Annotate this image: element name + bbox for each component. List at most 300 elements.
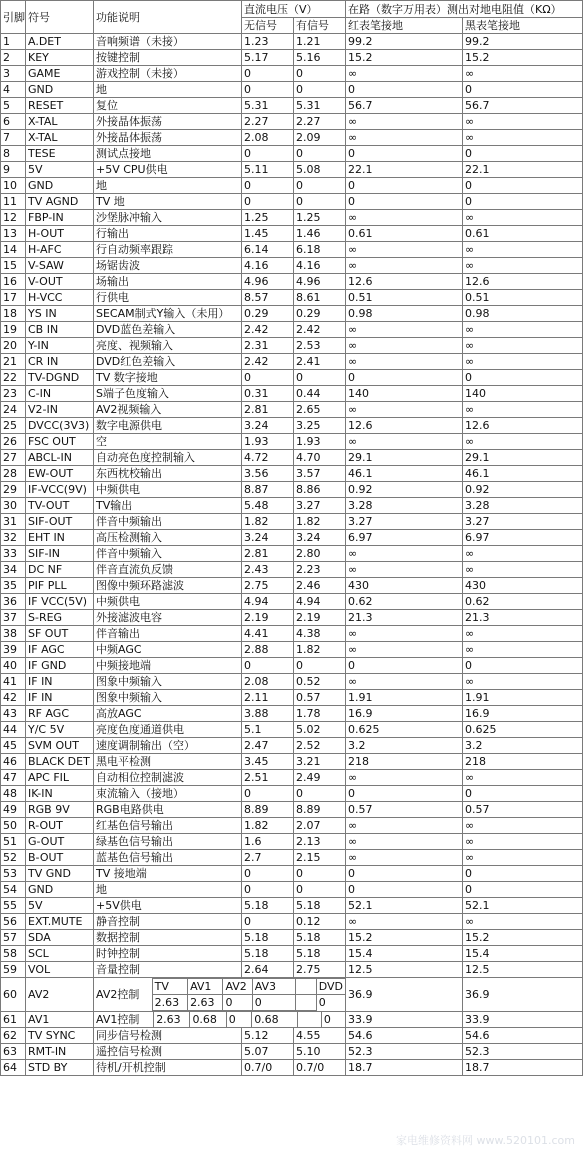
voltage-no-signal-cell: 0 <box>242 882 294 898</box>
voltage-with-signal-cell: 5.18 <box>294 898 346 914</box>
voltage-no-signal-cell: 5.12 <box>242 1028 294 1044</box>
symbol-cell: TV-OUT <box>26 498 94 514</box>
voltage-no-signal-cell: 4.96 <box>242 274 294 290</box>
pin-cell: 58 <box>1 946 26 962</box>
function-cell: 亮度、视频输入 <box>94 338 242 354</box>
resistance-red-cell: 15.4 <box>346 946 463 962</box>
av-mode-table <box>94 978 345 1011</box>
function-cell: 高压检测输入 <box>94 530 242 546</box>
voltage-with-signal-cell: 0 <box>294 882 346 898</box>
symbol-cell: EHT IN <box>26 530 94 546</box>
voltage-with-signal-cell: 1.25 <box>294 210 346 226</box>
resistance-black-cell: 0 <box>463 658 583 674</box>
resistance-red-cell: ∞ <box>346 674 463 690</box>
symbol-cell: EW-OUT <box>26 466 94 482</box>
symbol-cell: SIF-IN <box>26 546 94 562</box>
voltage-with-signal-cell: 4.94 <box>294 594 346 610</box>
pin-cell: 48 <box>1 786 26 802</box>
table-row <box>1 594 583 610</box>
pin-cell: 35 <box>1 578 26 594</box>
voltage-with-signal-cell: 4.96 <box>294 274 346 290</box>
voltage-no-signal-cell: 2.88 <box>242 642 294 658</box>
symbol-cell: RF AGC <box>26 706 94 722</box>
resistance-red-cell: ∞ <box>346 546 463 562</box>
function-cell: 中频AGC <box>94 642 242 658</box>
voltage-with-signal-cell: 2.80 <box>294 546 346 562</box>
symbol-cell: AV1 <box>26 1012 94 1028</box>
resistance-black-cell: 0.98 <box>463 306 583 322</box>
table-row <box>1 274 583 290</box>
av-mode-value: 0 <box>321 1012 345 1027</box>
table-row <box>1 930 583 946</box>
voltage-with-signal-cell: 3.21 <box>294 754 346 770</box>
function-cell: 数据控制 <box>94 930 242 946</box>
resistance-black-cell: 0.92 <box>463 482 583 498</box>
resistance-red-cell: 21.3 <box>346 610 463 626</box>
resistance-red-cell: 18.7 <box>346 1060 463 1076</box>
pin-cell: 62 <box>1 1028 26 1044</box>
table-row <box>1 770 583 786</box>
symbol-cell: APC FIL <box>26 770 94 786</box>
resistance-black-cell: ∞ <box>463 354 583 370</box>
symbol-cell: IK-IN <box>26 786 94 802</box>
table-row <box>1 130 583 146</box>
symbol-cell: V-SAW <box>26 258 94 274</box>
voltage-no-signal-cell: 0 <box>242 146 294 162</box>
function-cell: 时钟控制 <box>94 946 242 962</box>
function-cell: 地 <box>94 178 242 194</box>
pin-cell: 41 <box>1 674 26 690</box>
pin-cell: 32 <box>1 530 26 546</box>
voltage-no-signal-cell: 2.51 <box>242 770 294 786</box>
function-cell: AV2视频输入 <box>94 402 242 418</box>
resistance-black-cell: 140 <box>463 386 583 402</box>
table-row <box>1 514 583 530</box>
symbol-cell: IF IN <box>26 674 94 690</box>
voltage-no-signal-cell: 1.82 <box>242 818 294 834</box>
resistance-black-cell: ∞ <box>463 322 583 338</box>
table-row <box>1 418 583 434</box>
table-row <box>1 194 583 210</box>
av-mode-label: DVD <box>316 979 345 995</box>
function-cell: 行供电 <box>94 290 242 306</box>
pin-cell: 9 <box>1 162 26 178</box>
av-mode-value: 2.63 <box>152 995 187 1011</box>
pin-cell: 4 <box>1 82 26 98</box>
pin-cell: 36 <box>1 594 26 610</box>
symbol-cell: IF GND <box>26 658 94 674</box>
pin-cell: 54 <box>1 882 26 898</box>
table-row <box>1 866 583 882</box>
voltage-no-signal-cell: 5.1 <box>242 722 294 738</box>
table-row <box>1 642 583 658</box>
function-cell: TV输出 <box>94 498 242 514</box>
voltage-with-signal-cell: 8.61 <box>294 290 346 306</box>
resistance-black-cell: 218 <box>463 754 583 770</box>
resistance-red-cell: ∞ <box>346 626 463 642</box>
function-cell: 速度调制输出（空） <box>94 738 242 754</box>
table-row <box>1 962 583 978</box>
resistance-black-cell: 22.1 <box>463 162 583 178</box>
function-cell: S端子色度输入 <box>94 386 242 402</box>
function-cell: 自动相位控制滤波 <box>94 770 242 786</box>
pin-cell: 21 <box>1 354 26 370</box>
resistance-red-cell: ∞ <box>346 322 463 338</box>
resistance-black-cell: 0.62 <box>463 594 583 610</box>
resistance-red-cell: ∞ <box>346 642 463 658</box>
function-cell: 测试点接地 <box>94 146 242 162</box>
resistance-black-cell: ∞ <box>463 674 583 690</box>
symbol-cell: H-OUT <box>26 226 94 242</box>
function-cell: 中频供电 <box>94 594 242 610</box>
pin-cell: 50 <box>1 818 26 834</box>
symbol-cell: H-AFC <box>26 242 94 258</box>
voltage-with-signal-cell: 2.23 <box>294 562 346 578</box>
symbol-cell: C-IN <box>26 386 94 402</box>
voltage-no-signal-cell: 2.81 <box>242 546 294 562</box>
table-row <box>1 482 583 498</box>
voltage-no-signal-cell: 8.89 <box>242 802 294 818</box>
voltage-no-signal-cell: 5.17 <box>242 50 294 66</box>
voltage-with-signal-cell: 2.46 <box>294 578 346 594</box>
av-mode-label: AV1 <box>188 979 223 995</box>
voltage-with-signal-cell: 8.89 <box>294 802 346 818</box>
symbol-cell: X-TAL <box>26 114 94 130</box>
resistance-red-cell: 0 <box>346 82 463 98</box>
table-row <box>1 322 583 338</box>
voltage-with-signal-cell: 0 <box>294 194 346 210</box>
voltage-no-signal-cell: 5.18 <box>242 898 294 914</box>
table-row <box>1 978 583 1012</box>
av-mode-value <box>298 1012 321 1027</box>
resistance-black-cell: ∞ <box>463 402 583 418</box>
table-row <box>1 738 583 754</box>
resistance-red-cell: 0 <box>346 370 463 386</box>
function-cell: 黑电平检测 <box>94 754 242 770</box>
voltage-no-signal-cell: 3.45 <box>242 754 294 770</box>
resistance-red-cell: 3.27 <box>346 514 463 530</box>
table-row <box>1 290 583 306</box>
function-cell: 外接滤波电容 <box>94 610 242 626</box>
symbol-cell: SCL <box>26 946 94 962</box>
table-row <box>1 306 583 322</box>
voltage-no-signal-cell: 2.75 <box>242 578 294 594</box>
resistance-black-cell: 16.9 <box>463 706 583 722</box>
voltage-with-signal-cell: 2.15 <box>294 850 346 866</box>
resistance-red-cell: ∞ <box>346 818 463 834</box>
voltage-no-signal-cell: 4.94 <box>242 594 294 610</box>
resistance-black-cell: ∞ <box>463 562 583 578</box>
function-cell: 伴音输出 <box>94 626 242 642</box>
av-control-cell <box>94 1012 346 1028</box>
voltage-with-signal-cell: 5.10 <box>294 1044 346 1060</box>
resistance-red-cell: ∞ <box>346 850 463 866</box>
voltage-no-signal-cell: 3.56 <box>242 466 294 482</box>
av-mode-value: 0.68 <box>190 1012 226 1027</box>
pin-cell: 23 <box>1 386 26 402</box>
voltage-no-signal-cell: 3.88 <box>242 706 294 722</box>
resistance-black-cell: 54.6 <box>463 1028 583 1044</box>
function-cell: 高放AGC <box>94 706 242 722</box>
pin-cell: 57 <box>1 930 26 946</box>
voltage-no-signal-cell: 2.43 <box>242 562 294 578</box>
resistance-red-cell: 0.98 <box>346 306 463 322</box>
function-cell: 自动亮色度控制输入 <box>94 450 242 466</box>
voltage-with-signal-cell: 4.38 <box>294 626 346 642</box>
function-cell: 伴音中频输出 <box>94 514 242 530</box>
voltage-with-signal-cell: 2.53 <box>294 338 346 354</box>
pin-cell: 20 <box>1 338 26 354</box>
voltage-with-signal-cell: 2.09 <box>294 130 346 146</box>
pin-cell: 26 <box>1 434 26 450</box>
resistance-black-cell: 3.27 <box>463 514 583 530</box>
resistance-red-cell: ∞ <box>346 834 463 850</box>
resistance-red-cell: 36.9 <box>346 978 463 1012</box>
voltage-with-signal-cell: 0 <box>294 82 346 98</box>
pin-cell: 6 <box>1 114 26 130</box>
av-mode-value: 2.63 <box>154 1012 190 1027</box>
symbol-cell: G-OUT <box>26 834 94 850</box>
resistance-red-cell: 0.625 <box>346 722 463 738</box>
resistance-red-cell: 0 <box>346 658 463 674</box>
pin-cell: 17 <box>1 290 26 306</box>
av-mode-label: AV2 <box>223 979 252 995</box>
resistance-black-cell: 12.6 <box>463 418 583 434</box>
resistance-black-cell: 0.61 <box>463 226 583 242</box>
table-row <box>1 530 583 546</box>
voltage-no-signal-cell: 2.08 <box>242 130 294 146</box>
table-row <box>1 162 583 178</box>
function-cell: 行自动频率跟踪 <box>94 242 242 258</box>
table-row <box>1 674 583 690</box>
voltage-with-signal-cell: 5.02 <box>294 722 346 738</box>
voltage-with-signal-cell: 2.41 <box>294 354 346 370</box>
voltage-with-signal-cell: 1.93 <box>294 434 346 450</box>
symbol-cell: DC NF <box>26 562 94 578</box>
resistance-black-cell: ∞ <box>463 66 583 82</box>
resistance-red-cell: ∞ <box>346 66 463 82</box>
function-cell: +5V CPU供电 <box>94 162 242 178</box>
voltage-no-signal-cell: 5.31 <box>242 98 294 114</box>
resistance-black-cell: 0.51 <box>463 290 583 306</box>
table-row <box>1 146 583 162</box>
function-cell: 伴音直流负反馈 <box>94 562 242 578</box>
resistance-black-cell: ∞ <box>463 850 583 866</box>
voltage-with-signal-cell: 2.75 <box>294 962 346 978</box>
voltage-with-signal-cell: 4.16 <box>294 258 346 274</box>
voltage-with-signal-cell: 2.07 <box>294 818 346 834</box>
voltage-no-signal-cell: 3.24 <box>242 418 294 434</box>
function-cell: 绿基色信号输出 <box>94 834 242 850</box>
resistance-black-cell: 0 <box>463 866 583 882</box>
resistance-red-cell: ∞ <box>346 914 463 930</box>
resistance-red-cell: 15.2 <box>346 50 463 66</box>
pin-cell: 37 <box>1 610 26 626</box>
pin-cell: 38 <box>1 626 26 642</box>
resistance-red-cell: ∞ <box>346 338 463 354</box>
function-cell: TV 接地端 <box>94 866 242 882</box>
symbol-cell: H-VCC <box>26 290 94 306</box>
symbol-cell: X-TAL <box>26 130 94 146</box>
voltage-no-signal-cell: 5.48 <box>242 498 294 514</box>
resistance-red-cell: 0 <box>346 786 463 802</box>
function-cell: 待机/开机控制 <box>94 1060 242 1076</box>
pin-cell: 28 <box>1 466 26 482</box>
voltage-with-signal-cell: 4.70 <box>294 450 346 466</box>
resistance-red-cell: 1.91 <box>346 690 463 706</box>
pin-cell: 43 <box>1 706 26 722</box>
av-mode-value-row <box>94 1012 345 1027</box>
resistance-black-cell: ∞ <box>463 914 583 930</box>
table-row <box>1 706 583 722</box>
voltage-no-signal-cell: 0.29 <box>242 306 294 322</box>
pin-cell: 52 <box>1 850 26 866</box>
pin-cell: 53 <box>1 866 26 882</box>
table-row <box>1 1044 583 1060</box>
resistance-black-cell: 0 <box>463 178 583 194</box>
symbol-cell: GND <box>26 882 94 898</box>
resistance-red-cell: 3.2 <box>346 738 463 754</box>
pin-cell: 40 <box>1 658 26 674</box>
symbol-cell: FSC OUT <box>26 434 94 450</box>
header-with-signal: 有信号 <box>294 18 346 34</box>
table-row <box>1 546 583 562</box>
voltage-with-signal-cell: 0 <box>294 146 346 162</box>
function-cell: 图像中频环路滤波 <box>94 578 242 594</box>
table-row <box>1 354 583 370</box>
pin-cell: 56 <box>1 914 26 930</box>
pin-cell: 13 <box>1 226 26 242</box>
resistance-red-cell: ∞ <box>346 210 463 226</box>
symbol-cell: ABCL-IN <box>26 450 94 466</box>
resistance-black-cell: ∞ <box>463 114 583 130</box>
resistance-black-cell: 1.91 <box>463 690 583 706</box>
resistance-black-cell: 99.2 <box>463 34 583 50</box>
function-cell: 静音控制 <box>94 914 242 930</box>
pin-cell: 46 <box>1 754 26 770</box>
symbol-cell: IF VCC(5V) <box>26 594 94 610</box>
function-cell: AV2控制 <box>94 979 152 1011</box>
voltage-with-signal-cell: 0 <box>294 178 346 194</box>
table-row <box>1 578 583 594</box>
resistance-black-cell: ∞ <box>463 818 583 834</box>
av-mode-value: 0 <box>252 995 295 1011</box>
header-resistance: 在路（数字万用表）测出对地电阻值（KΩ） <box>346 1 583 18</box>
resistance-red-cell: 0 <box>346 866 463 882</box>
symbol-cell: FBP-IN <box>26 210 94 226</box>
voltage-no-signal-cell: 3.24 <box>242 530 294 546</box>
resistance-black-cell: 18.7 <box>463 1060 583 1076</box>
pin-cell: 11 <box>1 194 26 210</box>
table-row <box>1 818 583 834</box>
av-mode-value: 0 <box>316 995 345 1011</box>
voltage-with-signal-cell: 2.65 <box>294 402 346 418</box>
symbol-cell: SIF-OUT <box>26 514 94 530</box>
voltage-no-signal-cell: 6.14 <box>242 242 294 258</box>
pin-cell: 59 <box>1 962 26 978</box>
av-mode-value: 0.68 <box>252 1012 298 1027</box>
resistance-red-cell: 33.9 <box>346 1012 463 1028</box>
symbol-cell: SDA <box>26 930 94 946</box>
voltage-no-signal-cell: 2.42 <box>242 354 294 370</box>
voltage-with-signal-cell: 5.18 <box>294 946 346 962</box>
function-cell: 伴音中频输入 <box>94 546 242 562</box>
symbol-cell: VOL <box>26 962 94 978</box>
function-cell: RGB电路供电 <box>94 802 242 818</box>
voltage-with-signal-cell: 3.24 <box>294 530 346 546</box>
voltage-no-signal-cell: 1.82 <box>242 514 294 530</box>
pin-cell: 15 <box>1 258 26 274</box>
table-row <box>1 50 583 66</box>
header-black-ground: 黑表笔接地 <box>463 18 583 34</box>
function-cell: 数字电源供电 <box>94 418 242 434</box>
voltage-with-signal-cell: 0 <box>294 370 346 386</box>
resistance-red-cell: ∞ <box>346 258 463 274</box>
table-row <box>1 370 583 386</box>
symbol-cell: A.DET <box>26 34 94 50</box>
symbol-cell: CB IN <box>26 322 94 338</box>
table-row <box>1 242 583 258</box>
resistance-black-cell: 56.7 <box>463 98 583 114</box>
pin-cell: 42 <box>1 690 26 706</box>
symbol-cell: GND <box>26 178 94 194</box>
table-row <box>1 946 583 962</box>
symbol-cell: GAME <box>26 66 94 82</box>
symbol-cell: GND <box>26 82 94 98</box>
symbol-cell: AV2 <box>26 978 94 1012</box>
resistance-red-cell: 0 <box>346 146 463 162</box>
function-cell: 亮度色度通道供电 <box>94 722 242 738</box>
voltage-with-signal-cell: 5.18 <box>294 930 346 946</box>
voltage-no-signal-cell: 0.31 <box>242 386 294 402</box>
pin-cell: 47 <box>1 770 26 786</box>
resistance-red-cell: 0.92 <box>346 482 463 498</box>
function-cell: 蓝基色信号输出 <box>94 850 242 866</box>
table-row <box>1 1028 583 1044</box>
resistance-red-cell: 99.2 <box>346 34 463 50</box>
function-cell: DVD蓝色差输入 <box>94 322 242 338</box>
resistance-red-cell: 0 <box>346 178 463 194</box>
pin-cell: 12 <box>1 210 26 226</box>
table-row <box>1 98 583 114</box>
resistance-black-cell: ∞ <box>463 642 583 658</box>
table-row <box>1 626 583 642</box>
function-cell: 图象中频输入 <box>94 690 242 706</box>
symbol-cell: EXT.MUTE <box>26 914 94 930</box>
av-mode-label: TV <box>152 979 187 995</box>
voltage-no-signal-cell: 5.18 <box>242 930 294 946</box>
symbol-cell: TESE <box>26 146 94 162</box>
table-row <box>1 882 583 898</box>
resistance-black-cell: 3.28 <box>463 498 583 514</box>
voltage-with-signal-cell: 3.27 <box>294 498 346 514</box>
voltage-with-signal-cell: 5.31 <box>294 98 346 114</box>
header-row-1 <box>1 1 583 18</box>
function-cell: 地 <box>94 882 242 898</box>
table-row <box>1 802 583 818</box>
voltage-with-signal-cell: 0.52 <box>294 674 346 690</box>
symbol-cell: TV AGND <box>26 194 94 210</box>
symbol-cell: Y-IN <box>26 338 94 354</box>
resistance-red-cell: 46.1 <box>346 466 463 482</box>
voltage-with-signal-cell: 3.25 <box>294 418 346 434</box>
pin-cell: 51 <box>1 834 26 850</box>
table-row <box>1 338 583 354</box>
resistance-black-cell: 12.5 <box>463 962 583 978</box>
table-row <box>1 1012 583 1028</box>
function-cell: 复位 <box>94 98 242 114</box>
resistance-black-cell: ∞ <box>463 546 583 562</box>
